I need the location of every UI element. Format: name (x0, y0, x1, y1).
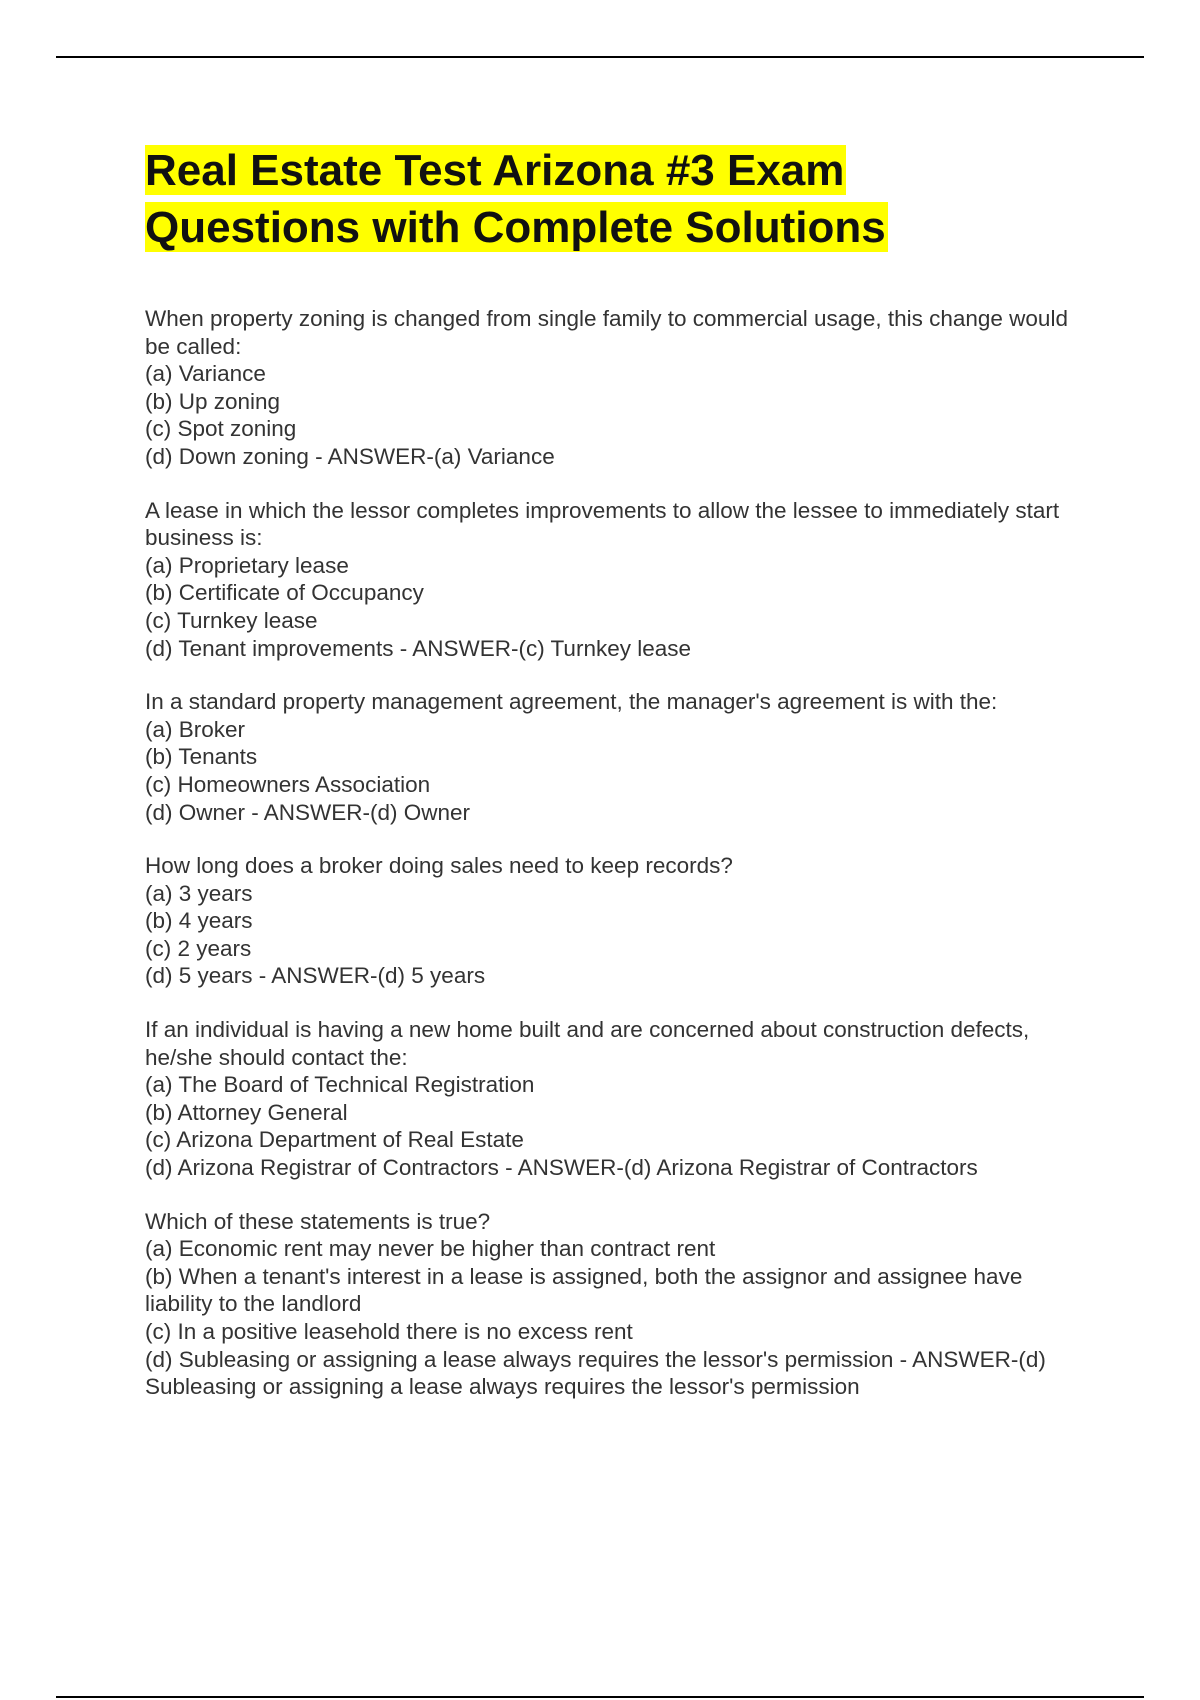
option-c: (c) In a positive leasehold there is no excess rent (145, 1319, 633, 1344)
option-c: (c) Arizona Department of Real Estate (145, 1127, 524, 1153)
option-b: (b) Attorney General (145, 1099, 348, 1125)
option-d-answer: (d) 5 years - ANSWER-(d) 5 years (145, 963, 486, 989)
question-text: When property zoning is changed from single family to commercial usage, this change would be called: (145, 306, 1068, 359)
question-text: A lease in which the lessor completes improvements to allow the lessee to immediately start business is: (145, 497, 1060, 551)
bottom-rule (56, 1696, 1144, 1698)
option-b: (b) Up zoning (145, 388, 281, 414)
question-6 (145, 1208, 1075, 1401)
option-d-answer: (d) Tenant improvements - ANSWER-(c) Turnkey lease (145, 635, 692, 661)
option-d-answer: (d) Subleasing or assigning a lease always requires the lessor's permission - ANSWER-(d) Subleasing or assigning a lease always requires the lessor's permission (145, 1346, 1046, 1400)
option-a: (a) Economic rent may never be higher than contract rent (145, 1236, 716, 1262)
option-d-answer: (d) Owner - ANSWER-(d) Owner (145, 799, 471, 825)
option-b: (b) Certificate of Occupancy (145, 580, 424, 606)
question-5 (145, 1016, 1075, 1182)
question-3 (145, 688, 1075, 826)
option-a: (a) Proprietary lease (145, 552, 349, 578)
document-title (145, 142, 1075, 256)
question-text: If an individual is having a new home built and are concerned about construction defects, he/she should contact the: (145, 1017, 1030, 1070)
title-line-1: Real Estate Test Arizona #3 Exam (145, 146, 845, 195)
question-4 (145, 852, 1075, 990)
title-line-2: Questions with Complete Solutions (145, 203, 886, 252)
option-b: (b) When a tenant's interest in a lease is assigned, both the assignor and assignee have liability to the landlord (145, 1263, 1023, 1317)
option-d-answer: (d) Arizona Registrar of Contractors - ANSWER-(d) Arizona Registrar of Contractors (145, 1155, 978, 1181)
document-body (145, 142, 1075, 1401)
option-a: (a) Broker (145, 716, 246, 742)
option-a: (a) Variance (145, 361, 266, 387)
question-2 (145, 497, 1075, 663)
option-a: (a) 3 years (145, 880, 253, 906)
option-c: (c) 2 years (145, 935, 252, 961)
option-b: (b) Tenants (145, 744, 258, 770)
option-b: (b) 4 years (145, 908, 253, 934)
question-text: How long does a broker doing sales need to keep records? (145, 853, 733, 879)
option-d-answer: (d) Down zoning - ANSWER-(a) Variance (145, 443, 555, 469)
option-c: (c) Turnkey lease (145, 607, 318, 633)
option-c: (c) Homeowners Association (145, 771, 431, 797)
question-1 (145, 305, 1075, 471)
question-text: In a standard property management agreement, the manager's agreement is with the: (145, 689, 998, 715)
option-c: (c) Spot zoning (145, 416, 297, 442)
top-rule (56, 56, 1144, 58)
option-a: (a) The Board of Technical Registration (145, 1072, 535, 1098)
question-text: Which of these statements is true? (145, 1208, 491, 1234)
